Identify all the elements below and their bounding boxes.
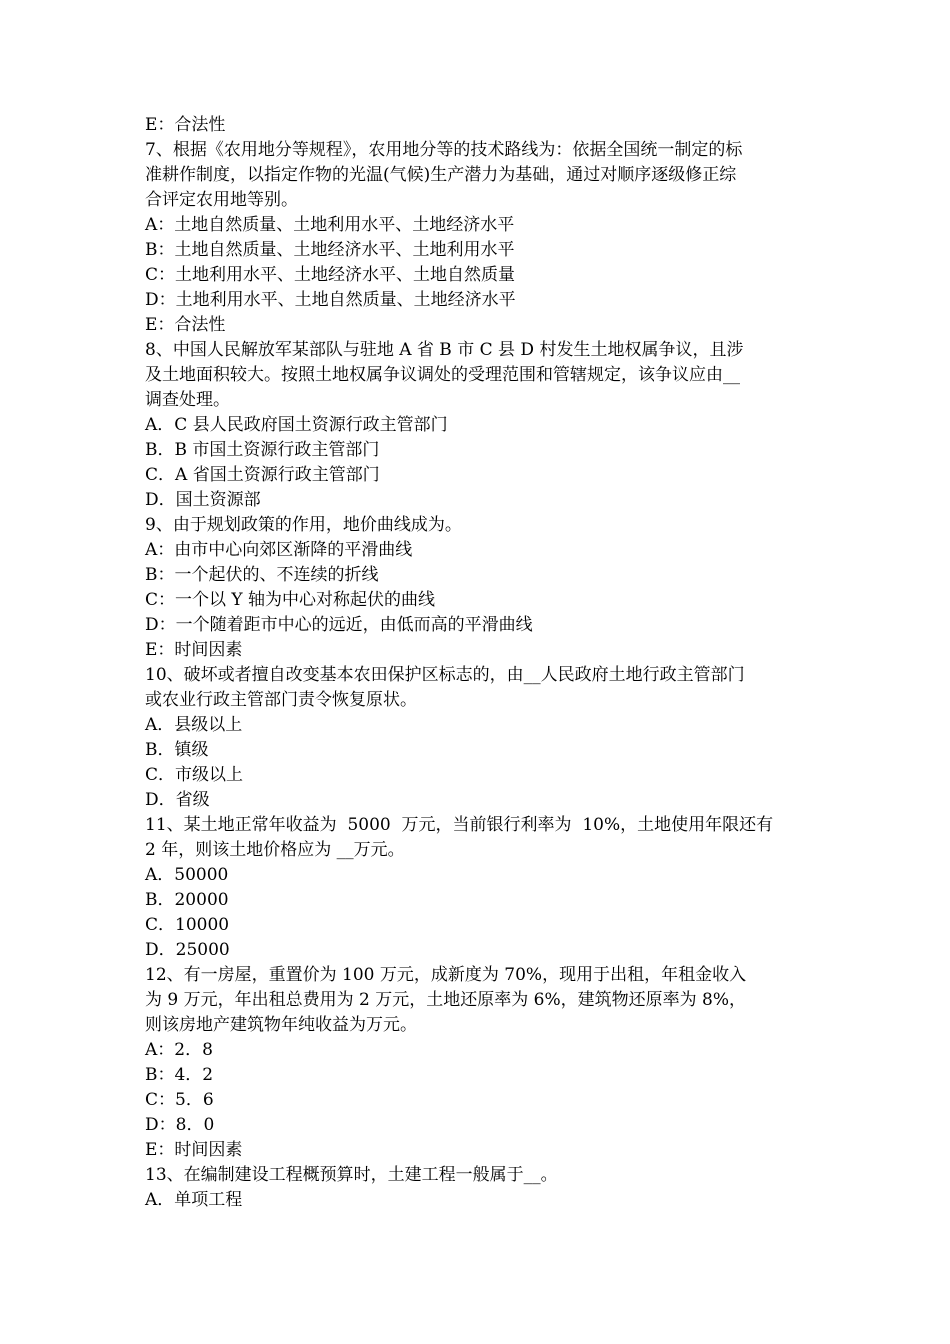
text-line: B．镇级: [145, 740, 209, 760]
text-line: 或农业行政主管部门责令恢复原状。: [145, 690, 417, 710]
text-line: D．25000: [145, 940, 230, 960]
text-line: D．省级: [145, 790, 210, 810]
text-line: B．B 市国土资源行政主管部门: [145, 440, 380, 460]
text-line: 及土地面积较大。按照土地权属争议调处的受理范围和管辖规定，该争议应由__: [145, 365, 740, 385]
text-line: A．县级以上: [145, 715, 243, 735]
text-line: 合评定农用地等别。: [145, 190, 298, 210]
text-line: B：一个起伏的、不连续的折线: [145, 565, 379, 585]
text-line: A．单项工程: [145, 1190, 243, 1210]
text-line: D．国土资源部: [145, 490, 261, 510]
text-line: C：土地利用水平、土地经济水平、土地自然质量: [145, 265, 516, 285]
text-line: D：土地利用水平、土地自然质量、土地经济水平: [145, 290, 516, 310]
text-line: C．10000: [145, 915, 230, 935]
text-line: C．A 省国土资源行政主管部门: [145, 465, 380, 485]
document-body: [145, 113, 810, 1213]
text-line: 则该房地产建筑物年纯收益为万元。: [145, 1015, 417, 1035]
text-line: E：合法性: [145, 315, 226, 335]
text-line: A：由市中心向郊区渐降的平滑曲线: [145, 540, 413, 560]
text-line: D：一个随着距市中心的远近，由低而高的平滑曲线: [145, 615, 533, 635]
text-line: 11、某土地正常年收益为 5000 万元，当前银行利率为 10%，土地使用年限还有: [145, 815, 774, 835]
text-line: 7、根据《农用地分等规程》，农用地分等的技术路线为：依据全国统一制定的标: [145, 140, 743, 160]
text-line: C：一个以 Y 轴为中心对称起伏的曲线: [145, 590, 436, 610]
text-line: 9、由于规划政策的作用，地价曲线成为。: [145, 515, 462, 535]
text-line: A：土地自然质量、土地利用水平、土地经济水平: [145, 215, 515, 235]
text-line: C．市级以上: [145, 765, 244, 785]
text-line: D：8．0: [145, 1115, 215, 1135]
text-line: 10、破坏或者擅自改变基本农田保护区标志的，由__人民政府土地行政主管部门: [145, 665, 745, 685]
text-line: 13、在编制建设工程概预算时，土建工程一般属于__。: [145, 1165, 558, 1185]
text-line: 2 年，则该土地价格应为 __万元。: [145, 840, 405, 860]
text-line: 调查处理。: [145, 390, 230, 410]
text-line: C：5．6: [145, 1090, 214, 1110]
text-line: 8、中国人民解放军某部队与驻地 A 省 B 市 C 县 D 村发生土地权属争议，且涉: [145, 340, 744, 360]
text-line: E：时间因素: [145, 640, 243, 660]
text-line: 12、有一房屋，重置价为 100 万元，成新度为 70%，现用于出租，年租金收入: [145, 965, 747, 985]
text-line: E：时间因素: [145, 1140, 243, 1160]
text-line: B：土地自然质量、土地经济水平、土地利用水平: [145, 240, 515, 260]
text-line: E：合法性: [145, 115, 226, 135]
text-line: A．C 县人民政府国土资源行政主管部门: [145, 415, 448, 435]
text-line: B：4．2: [145, 1065, 214, 1085]
text-line: 为 9 万元，年出租总费用为 2 万元，土地还原率为 6%，建筑物还原率为 8%，: [145, 990, 746, 1010]
text-line: B．20000: [145, 890, 229, 910]
text-line: 准耕作制度，以指定作物的光温(气候)生产潜力为基础，通过对顺序逐级修正综: [145, 165, 737, 185]
text-line: A：2．8: [145, 1040, 213, 1060]
text-line: A．50000: [145, 865, 229, 885]
